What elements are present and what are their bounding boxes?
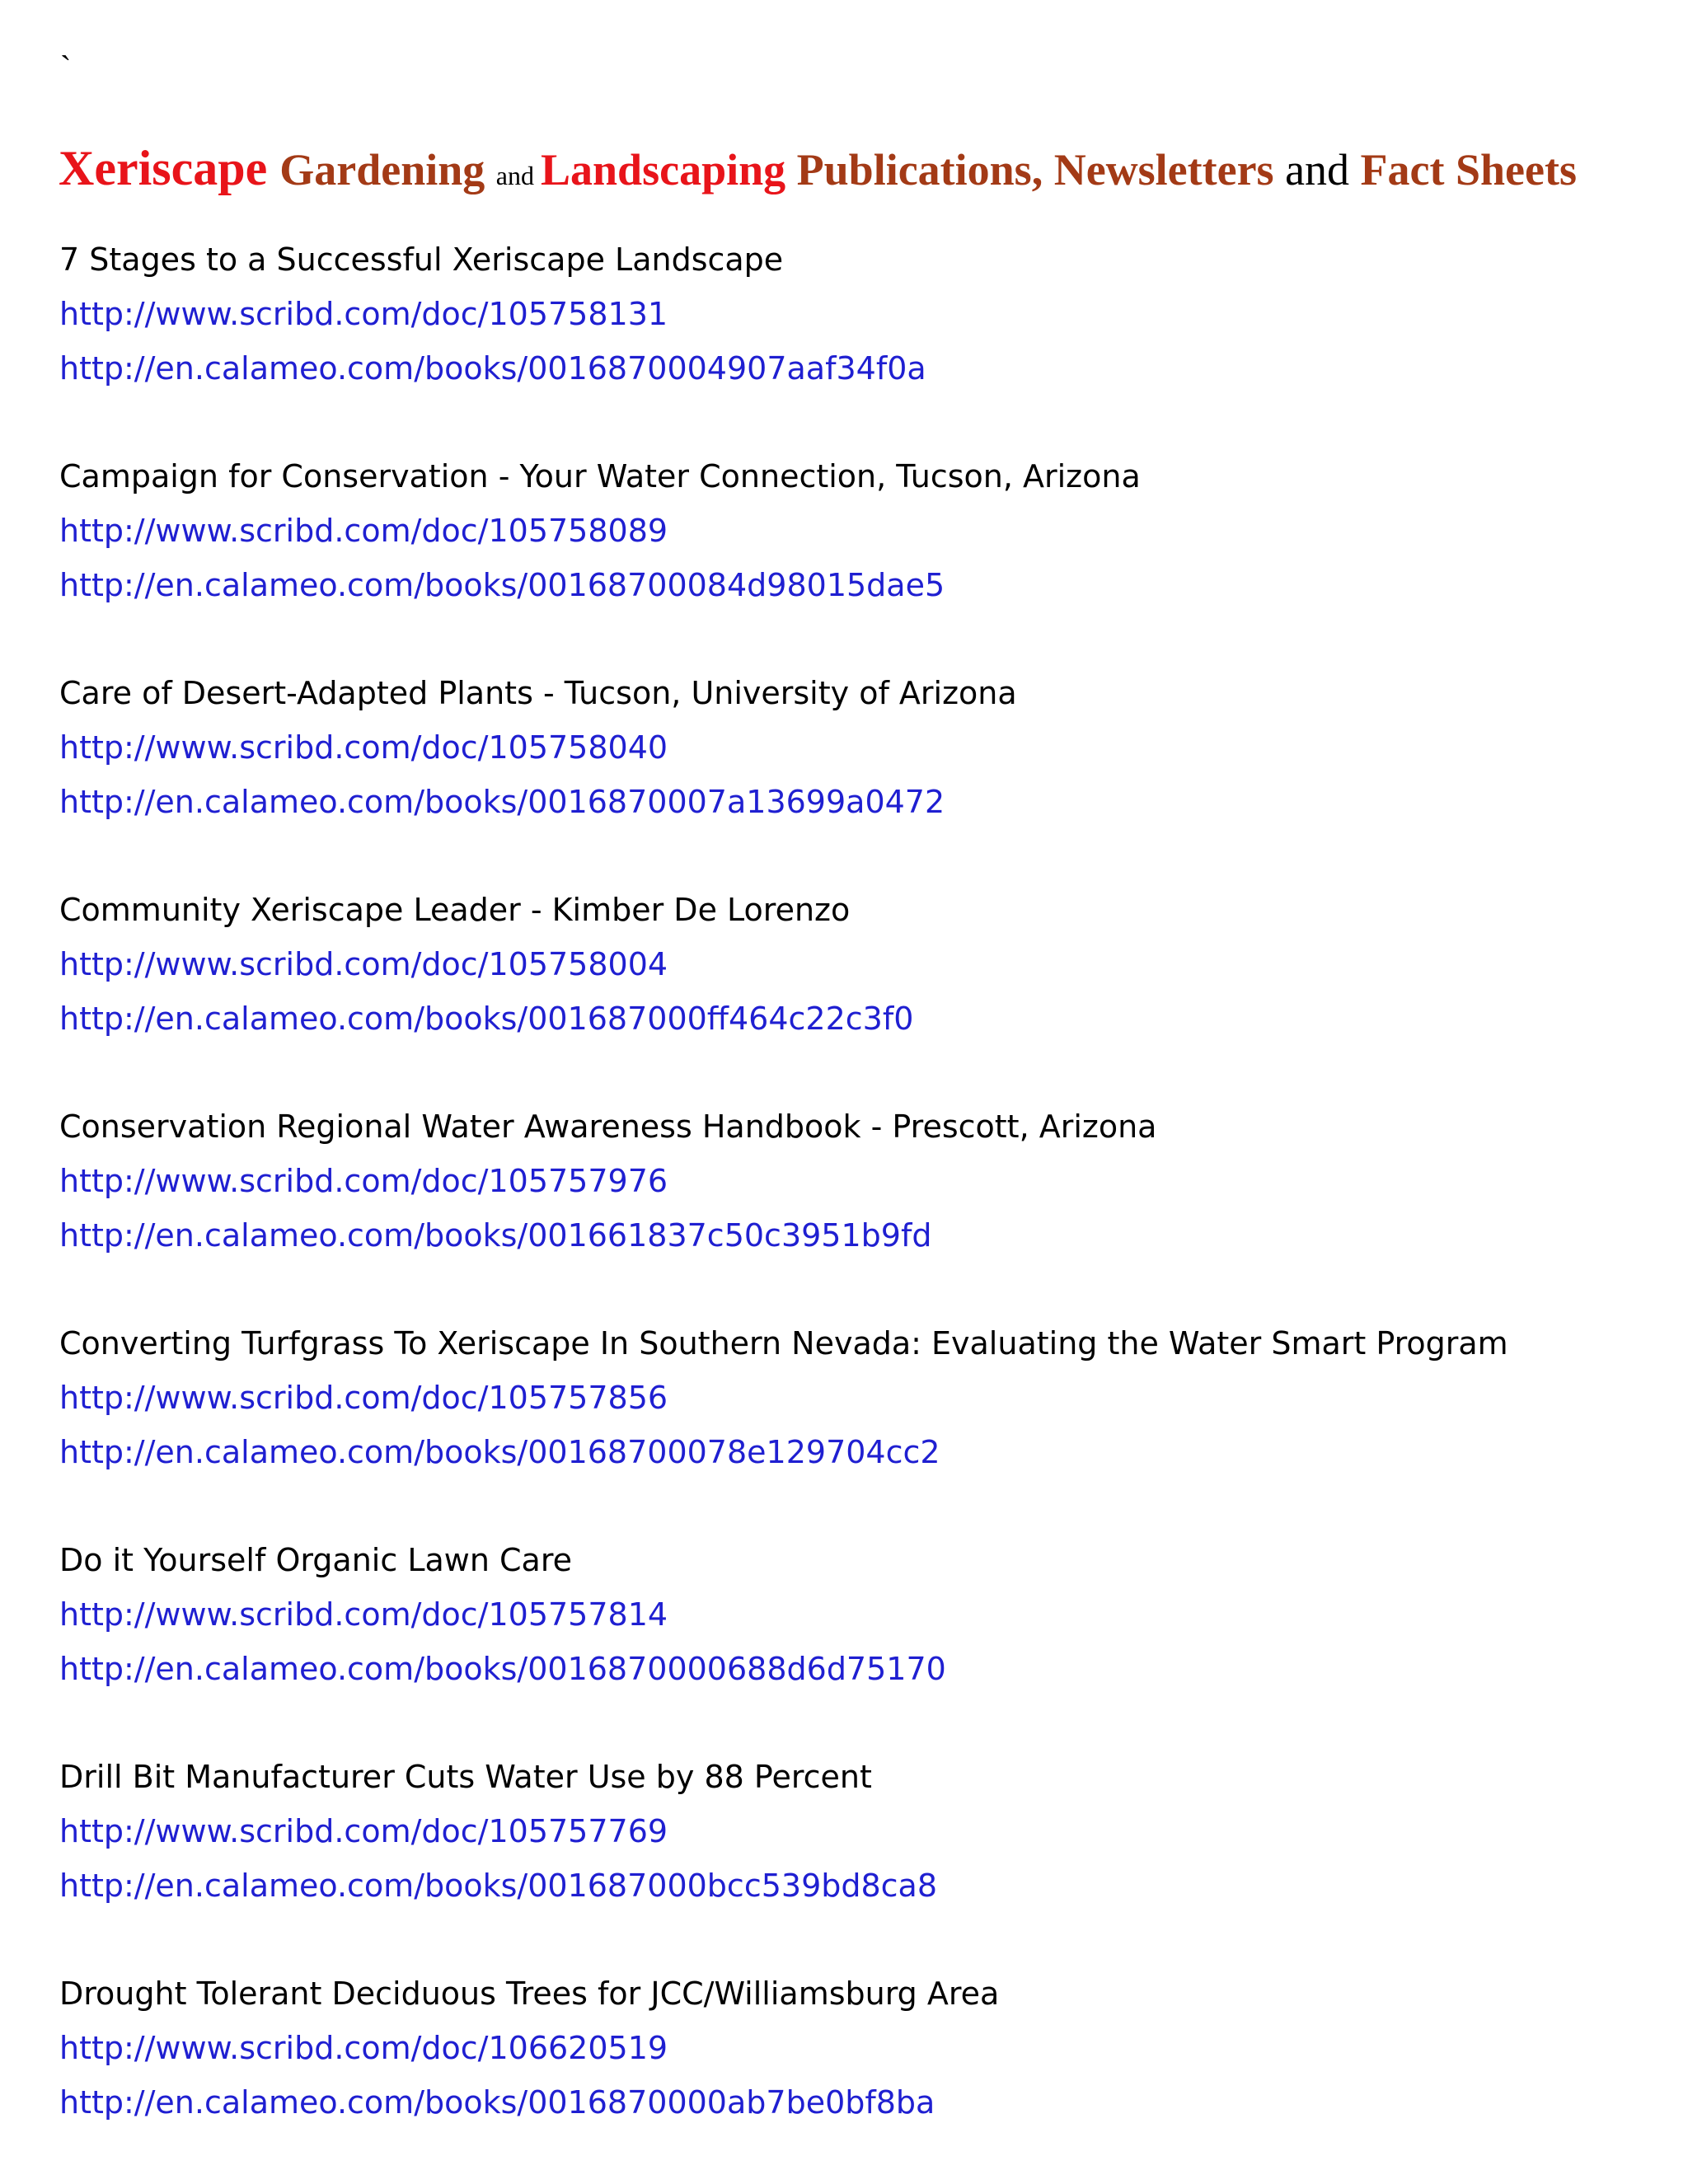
- calameo-link[interactable]: http://en.calameo.com/books/001661837c50c3951b9fd: [59, 1217, 932, 1254]
- publication-title: Converting Turfgrass To Xeriscape In Southern Nevada: Evaluating the Water Smart Program: [59, 1325, 1508, 1361]
- calameo-link[interactable]: http://en.calameo.com/books/00168700078e129704cc2: [59, 1434, 940, 1470]
- scribd-link[interactable]: http://www.scribd.com/doc/105757814: [59, 1596, 668, 1633]
- publication-title: Conservation Regional Water Awareness Handbook - Prescott, Arizona: [59, 1108, 1157, 1145]
- publication-title: 7 Stages to a Successful Xeriscape Landscape: [59, 241, 784, 278]
- publication-title: Campaign for Conservation - Your Water Connection, Tucson, Arizona: [59, 458, 1141, 494]
- publication-entry: [59, 666, 1667, 883]
- calameo-link[interactable]: http://en.calameo.com/books/001687000ff464c22c3f0: [59, 1001, 914, 1037]
- scribd-link[interactable]: http://www.scribd.com/doc/105757856: [59, 1380, 668, 1416]
- calameo-link[interactable]: http://en.calameo.com/books/0016870004907aaf34f0a: [59, 350, 926, 387]
- title-part: Landscaping: [541, 145, 797, 194]
- calameo-link[interactable]: http://en.calameo.com/books/0016870000688d6d75170: [59, 1651, 946, 1687]
- publication-title: Community Xeriscape Leader - Kimber De Lorenzo: [59, 892, 851, 928]
- publication-entry: [59, 1099, 1667, 1316]
- title-part: Xeriscape: [59, 141, 280, 195]
- scribd-link[interactable]: http://www.scribd.com/doc/105758089: [59, 513, 668, 549]
- page-title: [59, 138, 1577, 198]
- scribd-link[interactable]: http://www.scribd.com/doc/106620519: [59, 2030, 668, 2066]
- calameo-link[interactable]: http://en.calameo.com/books/0016870007a13699a0472: [59, 784, 945, 820]
- scribd-link[interactable]: http://www.scribd.com/doc/105758131: [59, 296, 668, 332]
- calameo-link[interactable]: http://en.calameo.com/books/00168700084d98015dae5: [59, 567, 945, 603]
- calameo-link[interactable]: http://en.calameo.com/books/0016870000ab7be0bf8ba: [59, 2084, 935, 2121]
- title-part: and: [495, 161, 541, 190]
- publication-entry: [59, 883, 1667, 1099]
- publication-list: [59, 232, 1667, 2183]
- calameo-link[interactable]: http://en.calameo.com/books/001687000bcc539bd8ca8: [59, 1868, 938, 1904]
- publication-title: Drill Bit Manufacturer Cuts Water Use by 88 Percent: [59, 1759, 872, 1795]
- title-part: Publications, Newsletters: [796, 145, 1286, 194]
- title-part: and: [1285, 145, 1361, 194]
- publication-entry: [59, 1966, 1667, 2183]
- publication-entry: [59, 1533, 1667, 1750]
- publication-title: Care of Desert-Adapted Plants - Tucson, University of Arizona: [59, 675, 1017, 711]
- publication-entry: [59, 449, 1667, 666]
- publication-entry: [59, 232, 1667, 449]
- publication-title: Drought Tolerant Deciduous Trees for JCC/Williamsburg Area: [59, 1975, 1000, 2012]
- scribd-link[interactable]: http://www.scribd.com/doc/105758040: [59, 729, 668, 766]
- stray-mark: `: [60, 49, 72, 86]
- scribd-link[interactable]: http://www.scribd.com/doc/105757769: [59, 1813, 668, 1849]
- publication-entry: [59, 1750, 1667, 1966]
- title-part: Fact Sheets: [1360, 145, 1577, 194]
- scribd-link[interactable]: http://www.scribd.com/doc/105757976: [59, 1163, 668, 1199]
- publication-title: Do it Yourself Organic Lawn Care: [59, 1542, 573, 1578]
- scribd-link[interactable]: http://www.scribd.com/doc/105758004: [59, 946, 668, 982]
- publication-entry: [59, 1316, 1667, 1533]
- title-part: Gardening: [279, 145, 496, 194]
